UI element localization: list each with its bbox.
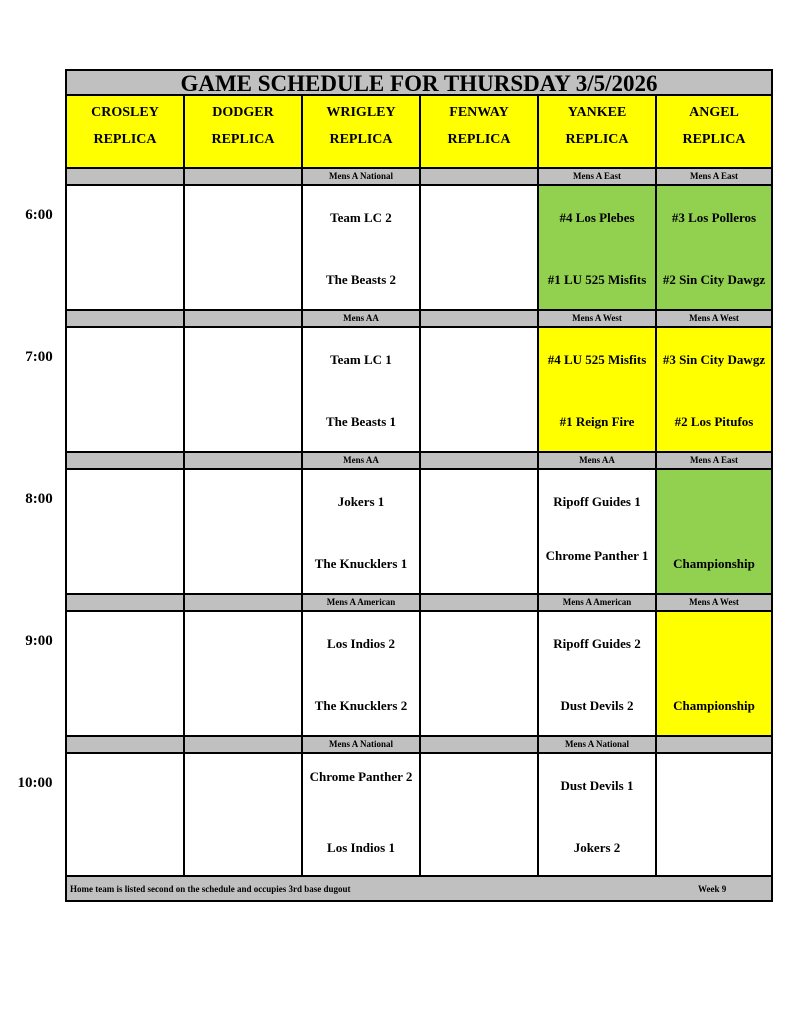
championship-label: Championship <box>673 698 755 713</box>
game-cell <box>67 754 185 877</box>
division-band <box>185 737 303 754</box>
game-cell <box>303 186 421 311</box>
home-team: The Beasts 1 <box>325 414 397 429</box>
home-team: Los Indios 1 <box>327 840 395 855</box>
away-team: #4 Los Plebes <box>559 210 635 225</box>
division-band: Mens A West <box>539 311 657 328</box>
field-name: YANKEE <box>567 105 627 120</box>
page-title: GAME SCHEDULE FOR THURSDAY 3/5/2026 <box>67 71 771 96</box>
game-cell <box>657 328 771 453</box>
time-label: 9:00 <box>25 633 53 649</box>
game-cell <box>67 186 185 311</box>
game-cell <box>421 470 539 595</box>
division-band: Mens A National <box>303 737 421 754</box>
field-sub: REPLICA <box>565 132 629 147</box>
field-name: ANGEL <box>689 105 739 120</box>
field-name: DODGER <box>212 105 274 120</box>
footer-bar <box>67 877 771 900</box>
division-band <box>421 311 539 328</box>
game-cell <box>539 612 657 737</box>
time-label: 8:00 <box>25 491 53 507</box>
schedule-sheet <box>65 69 773 902</box>
time-label: 7:00 <box>25 349 53 365</box>
division-band <box>185 169 303 186</box>
field-header-fenway <box>421 96 539 169</box>
away-team: Los Indios 2 <box>327 636 395 651</box>
home-team: The Knucklers 2 <box>314 698 408 713</box>
game-cell <box>185 470 303 595</box>
field-name: WRIGLEY <box>326 105 396 120</box>
division-band: Mens A American <box>539 595 657 612</box>
field-sub: REPLICA <box>682 132 746 147</box>
time-label: 6:00 <box>25 207 53 223</box>
division-band: Mens A American <box>303 595 421 612</box>
division-band: Mens A National <box>303 169 421 186</box>
division-band: Mens A West <box>657 311 771 328</box>
division-band <box>185 453 303 470</box>
division-band <box>185 595 303 612</box>
home-team: Chrome Panther 1 <box>545 548 649 563</box>
home-team: #2 Sin City Dawgz <box>662 272 766 287</box>
game-cell <box>421 754 539 877</box>
home-team: Jokers 2 <box>573 840 621 855</box>
field-header-angel <box>657 96 771 169</box>
division-band: Mens A National <box>539 737 657 754</box>
game-cell <box>657 754 771 877</box>
division-band: Mens A East <box>657 169 771 186</box>
game-cell <box>657 470 771 595</box>
home-team: #1 Reign Fire <box>559 414 635 429</box>
game-cell <box>303 754 421 877</box>
division-band <box>67 311 185 328</box>
field-name: FENWAY <box>449 105 509 120</box>
away-team: Chrome Panther 2 <box>309 769 413 784</box>
game-cell <box>303 470 421 595</box>
home-team: The Beasts 2 <box>325 272 397 287</box>
home-team: #2 Los Pitufos <box>674 414 754 429</box>
field-header-yankee <box>539 96 657 169</box>
division-band <box>67 595 185 612</box>
game-cell <box>67 470 185 595</box>
game-cell <box>657 612 771 737</box>
week-label: Week 9 <box>698 884 727 894</box>
field-sub: REPLICA <box>447 132 511 147</box>
field-header-wrigley <box>303 96 421 169</box>
division-band: Mens A East <box>539 169 657 186</box>
game-cell <box>421 328 539 453</box>
away-team: Team LC 2 <box>330 210 392 225</box>
division-band: Mens A West <box>657 595 771 612</box>
field-sub: REPLICA <box>211 132 275 147</box>
footer-note: Home team is listed second on the schedule and occupies 3rd base dugout <box>70 884 351 894</box>
away-team: #4 LU 525 Misfits <box>547 352 647 367</box>
field-header-crosley <box>67 96 185 169</box>
field-name: CROSLEY <box>91 105 159 120</box>
game-cell <box>539 186 657 311</box>
division-band <box>67 737 185 754</box>
home-team: The Knucklers 1 <box>314 556 408 571</box>
championship-label: Championship <box>673 556 755 571</box>
field-header-dodger <box>185 96 303 169</box>
game-cell <box>185 186 303 311</box>
game-cell <box>185 612 303 737</box>
division-band <box>67 169 185 186</box>
division-band <box>657 737 771 754</box>
division-band: Mens AA <box>303 453 421 470</box>
game-cell <box>67 612 185 737</box>
game-cell <box>421 612 539 737</box>
division-band <box>421 169 539 186</box>
away-team: Ripoff Guides 2 <box>553 636 641 651</box>
away-team: Jokers 1 <box>337 494 385 509</box>
home-team: Dust Devils 2 <box>560 698 634 713</box>
field-sub: REPLICA <box>93 132 157 147</box>
game-cell <box>303 328 421 453</box>
away-team: #3 Los Polleros <box>671 210 757 225</box>
division-band <box>421 453 539 470</box>
time-label: 10:00 <box>17 775 53 791</box>
game-cell <box>421 186 539 311</box>
division-band: Mens AA <box>539 453 657 470</box>
game-cell <box>657 186 771 311</box>
game-cell <box>539 754 657 877</box>
game-cell <box>303 612 421 737</box>
division-band: Mens AA <box>303 311 421 328</box>
game-cell <box>539 328 657 453</box>
home-team: #1 LU 525 Misfits <box>547 272 647 287</box>
away-team: Team LC 1 <box>330 352 392 367</box>
field-sub: REPLICA <box>329 132 393 147</box>
game-cell <box>185 328 303 453</box>
game-cell <box>185 754 303 877</box>
game-cell <box>539 470 657 595</box>
away-team: Ripoff Guides 1 <box>553 494 641 509</box>
away-team: #3 Sin City Dawgz <box>662 352 766 367</box>
division-band <box>421 595 539 612</box>
away-team: Dust Devils 1 <box>560 778 634 793</box>
division-band <box>185 311 303 328</box>
game-cell <box>67 328 185 453</box>
division-band <box>421 737 539 754</box>
division-band <box>67 453 185 470</box>
division-band: Mens A East <box>657 453 771 470</box>
